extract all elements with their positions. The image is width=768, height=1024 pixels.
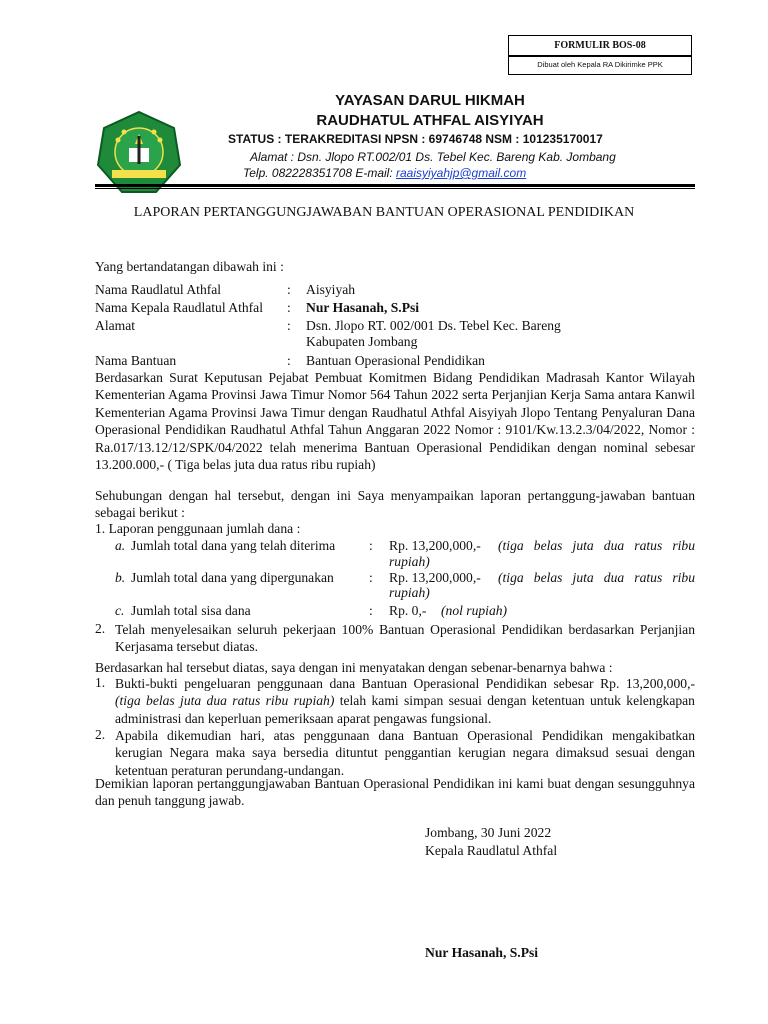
form-code-box [508,35,692,75]
sub-label: Jumlah total dana yang telah diterima [131,538,336,553]
signature-place-date: Jombang, 30 Juni 2022 [425,825,552,840]
signature-name: Nur Hasanah, S.Psi [425,945,539,960]
field-colon: : [287,353,291,368]
sub-colon: : [369,538,373,553]
field-label: Nama Kepala Raudlatul Athfal [95,300,263,315]
sub-colon: : [369,603,373,618]
form-note: Dibuat oleh Kepala RA Dikirimke PPK [537,60,663,69]
statement-text-cont: telah kami simpan sesuai dengan ketentuan untuk kelengkapan administrasi dan keperluan pemeriksaan aparat pengawas fungsional. [115,693,695,726]
paragraph-statement: Berdasarkan hal tersebut diatas, saya dengan ini menyatakan dengan sebenar-benarnya bahwa : [95,660,613,675]
field-value: Aisyiyah [306,282,356,297]
list-number: 2. [95,727,106,742]
school-name: RAUDHATUL ATHFAL AISYIYAH [316,112,544,129]
sub-marker: a. [115,538,126,553]
sub-marker: c. [115,603,125,618]
field-label: Nama Bantuan [95,353,177,368]
sub-words: (tiga belas juta dua ratus ribu [498,570,695,585]
sub-marker: b. [115,570,126,585]
sub-words: (nol rupiah) [441,603,508,618]
field-value: Dsn. Jlopo RT. 002/001 Ds. Tebel Kec. Bareng [306,318,561,333]
statement-text: Bukti-bukti pengeluaran penggunaan dana Bantuan Operasional Pendidikan sebesar Rp. 13,200,000,- [115,676,695,691]
sub-words-line2: rupiah) [389,554,430,569]
school-address: Alamat : Dsn. Jlopo RT.002/01 Ds. Tebel Kec. Bareng Kab. Jombang [250,150,616,164]
sub-words: (tiga belas juta dua ratus ribu [498,538,695,553]
field-value: Nur Hasanah, S.Psi [306,300,420,315]
list-item-2: Telah menyelesaikan seluruh pekerjaan 100% Bantuan Operasional Pendidikan berdasarkan Perjanjian Kerjasama tersebut diatas. [115,622,695,655]
email-link[interactable]: raaisyiyahjp@gmail.com [396,166,527,180]
foundation-name: YAYASAN DARUL HIKMAH [335,92,525,109]
school-contact [243,166,743,180]
statement-item-1 [115,675,695,727]
document-title: LAPORAN PERTANGGUNGJAWABAN BANTUAN OPERASIONAL PENDIDIKAN [133,205,635,220]
phone: Telp. 082228351708 E-mail: [243,166,396,180]
paragraph-basis: Berdasarkan Surat Keputusan Pejabat Pembuat Komitmen Bidang Pendidikan Madrasah Kantor Wilayah Kementerian Agama Provinsi Jawa Timur Nomor 564 Tahun 2022 serta Perjanjian Kerja Sama antara Kanwil Kementerian Agama Provinsi Jawa Timur dengan Raudhatul Athfal Aisyiyah Jlopo Tentang Penyaluran Dana Operasional Pendidikan Raudhatul Athfal Tahun Anggaran 2022 Nomor : 9101/Kw.13.2.3/04/2022, Nomor : Ra.017/13.12/12/SPK/04/2022 telah menerima Bantuan Operasional Pendidikan dengan nominal sebesar 13.200.000,- ( Tiga belas juta dua ratus ribu rupiah) [95,370,695,473]
paragraph-report-intro: Sehubungan dengan hal tersebut, dengan ini Saya menyampaikan laporan pertanggung-jawaban bantuan sebagai berikut : [95,488,695,521]
sub-colon: : [369,570,373,585]
sub-words-line2: rupiah) [389,585,430,600]
statement-item-2: Apabila dikemudian hari, atas penggunaan dana Bantuan Operasional Pendidikan mengakibatkan kerugian Negara maka saya bersedia dituntut penggantian kerugian negara dimaksud sesuai dengan ketentuan peraturan perundang-undangan. [115,728,695,778]
sub-amount: Rp. 13,200,000,- [389,570,481,585]
school-status: STATUS : TERAKREDITASI NPSN : 69746748 NSM : 101235170017 [228,132,603,146]
sub-amount: Rp. 13,200,000,- [389,538,481,553]
sub-amount: Rp. 0,- [389,603,427,618]
list-item-1: 1. Laporan penggunaan jumlah dana : [95,521,301,536]
list-number: 2. [95,621,106,636]
field-label: Alamat [95,318,136,333]
field-colon: : [287,282,291,297]
header-divider-thin [95,188,695,189]
sub-label: Jumlah total sisa dana [131,603,251,618]
list-number: 1. [95,675,106,690]
sub-label: Jumlah total dana yang dipergunakan [131,570,334,585]
signature-role: Kepala Raudlatul Athfal [425,843,558,858]
statement-amount-words: (tiga belas juta dua ratus ribu rupiah) [115,693,335,709]
closing-paragraph: Demikian laporan pertanggungjawaban Bantuan Operasional Pendidikan ini kami buat dengan sesungguhnya dan penuh tanggung jawab. [95,776,695,809]
field-value-line2: Kabupaten Jombang [306,334,418,349]
header-divider [95,184,695,187]
field-value: Bantuan Operasional Pendidikan [306,353,485,368]
field-colon: : [287,300,291,315]
form-code: FORMULIR BOS-08 [509,36,691,57]
field-label: Nama Raudlatul Athfal [95,282,222,297]
intro-text: Yang bertandatangan dibawah ini : [95,259,284,274]
field-colon: : [287,318,291,333]
